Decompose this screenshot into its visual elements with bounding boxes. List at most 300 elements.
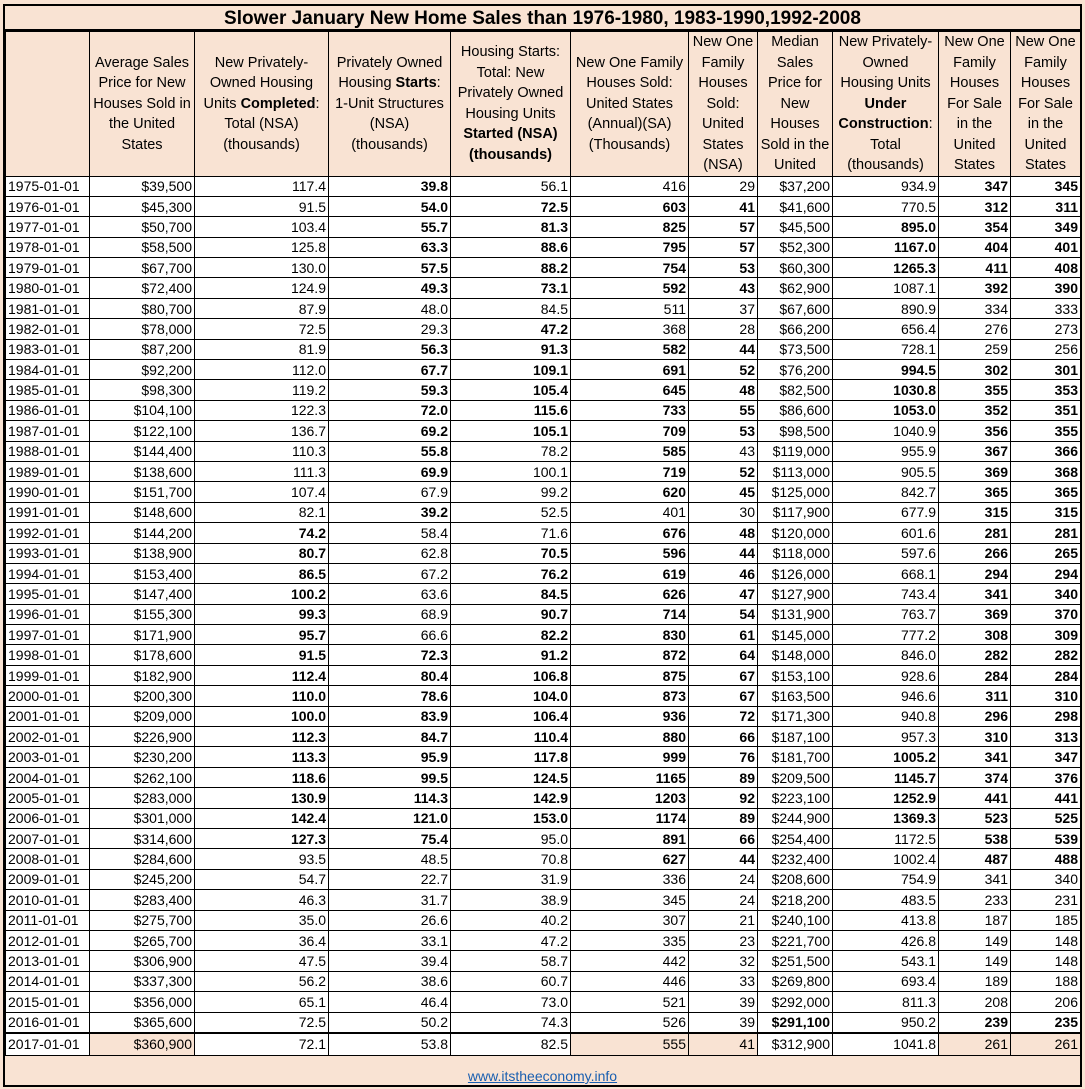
data-cell[interactable]: 48.5 <box>329 849 451 869</box>
data-cell[interactable]: 22.7 <box>329 869 451 889</box>
data-cell[interactable]: 284 <box>939 665 1011 685</box>
data-cell[interactable]: 88.6 <box>451 237 571 257</box>
data-cell[interactable]: 130.0 <box>195 258 329 278</box>
data-cell[interactable]: 487 <box>939 849 1011 869</box>
data-cell[interactable]: 110.0 <box>195 686 329 706</box>
data-cell[interactable]: $118,000 <box>758 543 833 563</box>
data-cell[interactable]: $230,200 <box>90 747 195 767</box>
data-cell[interactable]: 117.4 <box>195 176 329 196</box>
data-cell[interactable]: 113.3 <box>195 747 329 767</box>
data-cell[interactable]: 188 <box>1011 971 1081 991</box>
data-cell[interactable]: 994.5 <box>833 360 939 380</box>
data-cell[interactable]: 39 <box>689 1012 758 1033</box>
data-cell[interactable]: 66 <box>689 727 758 747</box>
data-cell[interactable]: 72.0 <box>329 400 451 420</box>
data-cell[interactable]: 390 <box>1011 278 1081 298</box>
row-date-cell[interactable]: 1978-01-01 <box>6 237 90 257</box>
data-cell[interactable]: $50,700 <box>90 217 195 237</box>
data-cell[interactable]: 392 <box>939 278 1011 298</box>
data-cell[interactable]: 74.3 <box>451 1012 571 1033</box>
data-cell[interactable]: 488 <box>1011 849 1081 869</box>
data-cell[interactable]: 124.9 <box>195 278 329 298</box>
data-cell[interactable]: 365 <box>1011 482 1081 502</box>
data-cell[interactable]: 356 <box>939 421 1011 441</box>
data-cell[interactable]: 957.3 <box>833 727 939 747</box>
data-cell[interactable]: 341 <box>939 747 1011 767</box>
data-cell[interactable]: 656.4 <box>833 319 939 339</box>
data-cell[interactable]: 1030.8 <box>833 380 939 400</box>
data-cell[interactable]: 73.1 <box>451 278 571 298</box>
data-cell[interactable]: $125,000 <box>758 482 833 502</box>
data-cell[interactable]: 99.2 <box>451 482 571 502</box>
data-cell[interactable]: $147,400 <box>90 584 195 604</box>
data-cell[interactable]: 830 <box>571 625 689 645</box>
data-cell[interactable]: 294 <box>1011 563 1081 583</box>
data-cell[interactable]: 311 <box>1011 196 1081 216</box>
data-cell[interactable]: 846.0 <box>833 645 939 665</box>
data-cell[interactable]: $98,300 <box>90 380 195 400</box>
data-cell[interactable]: 72 <box>689 706 758 726</box>
row-date-cell[interactable]: 2008-01-01 <box>6 849 90 869</box>
data-cell[interactable]: 67.7 <box>329 360 451 380</box>
data-cell[interactable]: 70.8 <box>451 849 571 869</box>
data-cell[interactable]: 56.3 <box>329 339 451 359</box>
row-date-cell[interactable]: 1980-01-01 <box>6 278 90 298</box>
data-cell[interactable]: 526 <box>571 1012 689 1033</box>
row-date-cell[interactable]: 1984-01-01 <box>6 360 90 380</box>
row-date-cell[interactable]: 1992-01-01 <box>6 523 90 543</box>
data-cell[interactable]: 112.0 <box>195 360 329 380</box>
data-cell[interactable]: 596 <box>571 543 689 563</box>
data-cell[interactable]: 80.4 <box>329 665 451 685</box>
data-cell[interactable]: 733 <box>571 400 689 420</box>
data-cell[interactable]: 109.1 <box>451 360 571 380</box>
data-cell[interactable]: 728.1 <box>833 339 939 359</box>
data-cell[interactable]: 44 <box>689 849 758 869</box>
data-cell[interactable]: $163,500 <box>758 686 833 706</box>
row-date-cell[interactable]: 1995-01-01 <box>6 584 90 604</box>
data-cell[interactable]: $240,100 <box>758 910 833 930</box>
data-cell[interactable]: 426.8 <box>833 930 939 950</box>
data-cell[interactable]: 88.2 <box>451 258 571 278</box>
data-cell[interactable]: 118.6 <box>195 767 329 787</box>
data-cell[interactable]: $269,800 <box>758 971 833 991</box>
data-cell[interactable]: 100.0 <box>195 706 329 726</box>
data-cell[interactable]: $251,500 <box>758 951 833 971</box>
data-cell[interactable]: 74.2 <box>195 523 329 543</box>
data-cell[interactable]: 136.7 <box>195 421 329 441</box>
data-cell[interactable]: 374 <box>939 767 1011 787</box>
data-cell[interactable]: 106.4 <box>451 706 571 726</box>
data-cell[interactable]: 754.9 <box>833 869 939 889</box>
row-date-cell[interactable]: 1986-01-01 <box>6 400 90 420</box>
data-cell[interactable]: 592 <box>571 278 689 298</box>
row-date-cell[interactable]: 1982-01-01 <box>6 319 90 339</box>
data-cell[interactable]: $312,900 <box>758 1033 833 1056</box>
data-cell[interactable]: 543.1 <box>833 951 939 971</box>
row-date-cell[interactable]: 1981-01-01 <box>6 298 90 318</box>
data-cell[interactable]: 352 <box>939 400 1011 420</box>
data-cell[interactable]: 754 <box>571 258 689 278</box>
data-cell[interactable]: 46 <box>689 563 758 583</box>
data-cell[interactable]: $86,600 <box>758 400 833 420</box>
data-cell[interactable]: $200,300 <box>90 686 195 706</box>
row-date-cell[interactable]: 2009-01-01 <box>6 869 90 889</box>
data-cell[interactable]: 691 <box>571 360 689 380</box>
data-cell[interactable]: 345 <box>571 890 689 910</box>
data-cell[interactable]: 895.0 <box>833 217 939 237</box>
data-cell[interactable]: 72.5 <box>451 196 571 216</box>
data-cell[interactable]: $144,400 <box>90 441 195 461</box>
data-cell[interactable]: 52.5 <box>451 502 571 522</box>
data-cell[interactable]: 65.1 <box>195 992 329 1012</box>
data-cell[interactable]: 313 <box>1011 727 1081 747</box>
data-cell[interactable]: 52 <box>689 360 758 380</box>
data-cell[interactable]: 408 <box>1011 258 1081 278</box>
data-cell[interactable]: 301 <box>1011 360 1081 380</box>
data-cell[interactable]: 54.0 <box>329 196 451 216</box>
row-date-cell[interactable]: 2007-01-01 <box>6 829 90 849</box>
data-cell[interactable]: $41,600 <box>758 196 833 216</box>
data-cell[interactable]: 719 <box>571 461 689 481</box>
data-cell[interactable]: 67.9 <box>329 482 451 502</box>
row-date-cell[interactable]: 2005-01-01 <box>6 788 90 808</box>
data-cell[interactable]: 370 <box>1011 604 1081 624</box>
data-cell[interactable]: 99.5 <box>329 767 451 787</box>
data-cell[interactable]: 442 <box>571 951 689 971</box>
data-cell[interactable]: 148 <box>1011 951 1081 971</box>
row-date-cell[interactable]: 1991-01-01 <box>6 502 90 522</box>
data-cell[interactable]: 90.7 <box>451 604 571 624</box>
data-cell[interactable]: 1002.4 <box>833 849 939 869</box>
data-cell[interactable]: 296 <box>939 706 1011 726</box>
data-cell[interactable]: 105.1 <box>451 421 571 441</box>
row-date-cell[interactable]: 2017-01-01 <box>6 1033 90 1056</box>
data-cell[interactable]: 56.1 <box>451 176 571 196</box>
row-date-cell[interactable]: 1985-01-01 <box>6 380 90 400</box>
data-cell[interactable]: $144,200 <box>90 523 195 543</box>
data-cell[interactable]: 33 <box>689 971 758 991</box>
row-date-cell[interactable]: 2001-01-01 <box>6 706 90 726</box>
data-cell[interactable]: 404 <box>939 237 1011 257</box>
row-date-cell[interactable]: 1979-01-01 <box>6 258 90 278</box>
data-cell[interactable]: 368 <box>571 319 689 339</box>
data-cell[interactable]: 84.5 <box>451 298 571 318</box>
data-cell[interactable]: 601.6 <box>833 523 939 543</box>
data-cell[interactable]: $73,500 <box>758 339 833 359</box>
data-cell[interactable]: $221,700 <box>758 930 833 950</box>
row-date-cell[interactable]: 2006-01-01 <box>6 808 90 828</box>
data-cell[interactable]: 585 <box>571 441 689 461</box>
data-cell[interactable]: 153.0 <box>451 808 571 828</box>
data-cell[interactable]: 54.7 <box>195 869 329 889</box>
data-cell[interactable]: 46.3 <box>195 890 329 910</box>
data-cell[interactable]: 55.8 <box>329 441 451 461</box>
data-cell[interactable]: 91.5 <box>195 645 329 665</box>
data-cell[interactable]: 100.1 <box>451 461 571 481</box>
data-cell[interactable]: 49.3 <box>329 278 451 298</box>
data-cell[interactable]: $126,000 <box>758 563 833 583</box>
data-cell[interactable]: 91.2 <box>451 645 571 665</box>
data-cell[interactable]: $58,500 <box>90 237 195 257</box>
data-cell[interactable]: 46.4 <box>329 992 451 1012</box>
data-cell[interactable]: 80.7 <box>195 543 329 563</box>
data-cell[interactable]: $301,000 <box>90 808 195 828</box>
data-cell[interactable]: 294 <box>939 563 1011 583</box>
data-cell[interactable]: 999 <box>571 747 689 767</box>
data-cell[interactable]: 81.9 <box>195 339 329 359</box>
data-cell[interactable]: 32 <box>689 951 758 971</box>
data-cell[interactable]: $292,000 <box>758 992 833 1012</box>
row-date-cell[interactable]: 1988-01-01 <box>6 441 90 461</box>
data-cell[interactable]: 693.4 <box>833 971 939 991</box>
data-cell[interactable]: $178,600 <box>90 645 195 665</box>
data-cell[interactable]: 24 <box>689 890 758 910</box>
data-cell[interactable]: 112.4 <box>195 665 329 685</box>
data-cell[interactable]: 56.2 <box>195 971 329 991</box>
row-date-cell[interactable]: 2013-01-01 <box>6 951 90 971</box>
data-cell[interactable]: $226,900 <box>90 727 195 747</box>
data-cell[interactable]: 35.0 <box>195 910 329 930</box>
data-cell[interactable]: 265 <box>1011 543 1081 563</box>
data-cell[interactable]: 619 <box>571 563 689 583</box>
data-cell[interactable]: 1145.7 <box>833 767 939 787</box>
row-date-cell[interactable]: 1994-01-01 <box>6 563 90 583</box>
data-cell[interactable]: 86.5 <box>195 563 329 583</box>
data-cell[interactable]: 873 <box>571 686 689 706</box>
data-cell[interactable]: 340 <box>1011 584 1081 604</box>
data-cell[interactable]: 905.5 <box>833 461 939 481</box>
data-cell[interactable]: 24 <box>689 869 758 889</box>
data-cell[interactable]: $262,100 <box>90 767 195 787</box>
data-cell[interactable]: 41 <box>689 1033 758 1056</box>
data-cell[interactable]: 1369.3 <box>833 808 939 828</box>
data-cell[interactable]: 68.9 <box>329 604 451 624</box>
data-cell[interactable]: 92 <box>689 788 758 808</box>
row-date-cell[interactable]: 1998-01-01 <box>6 645 90 665</box>
data-cell[interactable]: 72.5 <box>195 319 329 339</box>
data-cell[interactable]: 1040.9 <box>833 421 939 441</box>
data-cell[interactable]: 627 <box>571 849 689 869</box>
data-cell[interactable]: $37,200 <box>758 176 833 196</box>
row-date-cell[interactable]: 1983-01-01 <box>6 339 90 359</box>
row-date-cell[interactable]: 2002-01-01 <box>6 727 90 747</box>
data-cell[interactable]: $284,600 <box>90 849 195 869</box>
data-cell[interactable]: 62.8 <box>329 543 451 563</box>
data-cell[interactable]: 483.5 <box>833 890 939 910</box>
data-cell[interactable]: 70.5 <box>451 543 571 563</box>
data-cell[interactable]: $45,500 <box>758 217 833 237</box>
data-cell[interactable]: 107.4 <box>195 482 329 502</box>
data-cell[interactable]: 281 <box>939 523 1011 543</box>
row-date-cell[interactable]: 2004-01-01 <box>6 767 90 787</box>
data-cell[interactable]: 53.8 <box>329 1033 451 1056</box>
data-cell[interactable]: 78.2 <box>451 441 571 461</box>
data-cell[interactable]: 345 <box>1011 176 1081 196</box>
data-cell[interactable]: 298 <box>1011 706 1081 726</box>
data-cell[interactable]: 57 <box>689 237 758 257</box>
data-cell[interactable]: $60,300 <box>758 258 833 278</box>
data-cell[interactable]: $78,000 <box>90 319 195 339</box>
data-cell[interactable]: 73.0 <box>451 992 571 1012</box>
data-cell[interactable]: 281 <box>1011 523 1081 543</box>
data-cell[interactable]: 41 <box>689 196 758 216</box>
data-cell[interactable]: 39.4 <box>329 951 451 971</box>
row-date-cell[interactable]: 2011-01-01 <box>6 910 90 930</box>
data-cell[interactable]: 93.5 <box>195 849 329 869</box>
data-cell[interactable]: 369 <box>939 604 1011 624</box>
data-cell[interactable]: 645 <box>571 380 689 400</box>
data-cell[interactable]: $360,900 <box>90 1033 195 1056</box>
data-cell[interactable]: 714 <box>571 604 689 624</box>
data-cell[interactable]: 282 <box>1011 645 1081 665</box>
data-cell[interactable]: 43 <box>689 278 758 298</box>
data-cell[interactable]: 709 <box>571 421 689 441</box>
data-cell[interactable]: 811.3 <box>833 992 939 1012</box>
data-cell[interactable]: 95.0 <box>451 829 571 849</box>
data-cell[interactable]: 53 <box>689 258 758 278</box>
data-cell[interactable]: $314,600 <box>90 829 195 849</box>
data-cell[interactable]: 239 <box>939 1012 1011 1033</box>
data-cell[interactable]: 777.2 <box>833 625 939 645</box>
data-cell[interactable]: 365 <box>939 482 1011 502</box>
data-cell[interactable]: $182,900 <box>90 665 195 685</box>
data-cell[interactable]: 38.9 <box>451 890 571 910</box>
data-cell[interactable]: 91.5 <box>195 196 329 216</box>
data-cell[interactable]: 235 <box>1011 1012 1081 1033</box>
data-cell[interactable]: 31.7 <box>329 890 451 910</box>
data-cell[interactable]: 82.5 <box>451 1033 571 1056</box>
data-cell[interactable]: 366 <box>1011 441 1081 461</box>
row-date-cell[interactable]: 2014-01-01 <box>6 971 90 991</box>
data-cell[interactable]: 58.7 <box>451 951 571 971</box>
data-cell[interactable]: $356,000 <box>90 992 195 1012</box>
data-cell[interactable]: 273 <box>1011 319 1081 339</box>
data-cell[interactable]: 1041.8 <box>833 1033 939 1056</box>
data-cell[interactable]: 946.6 <box>833 686 939 706</box>
data-cell[interactable]: 334 <box>939 298 1011 318</box>
data-cell[interactable]: 21 <box>689 910 758 930</box>
data-cell[interactable]: 555 <box>571 1033 689 1056</box>
data-cell[interactable]: $67,700 <box>90 258 195 278</box>
data-cell[interactable]: 84.5 <box>451 584 571 604</box>
data-cell[interactable]: 276 <box>939 319 1011 339</box>
data-cell[interactable]: 875 <box>571 665 689 685</box>
data-cell[interactable]: $145,000 <box>758 625 833 645</box>
data-cell[interactable]: 355 <box>939 380 1011 400</box>
data-cell[interactable]: 347 <box>939 176 1011 196</box>
data-cell[interactable]: 369 <box>939 461 1011 481</box>
data-cell[interactable]: 82.2 <box>451 625 571 645</box>
data-cell[interactable]: 58.4 <box>329 523 451 543</box>
data-cell[interactable]: 112.3 <box>195 727 329 747</box>
data-cell[interactable]: 50.2 <box>329 1012 451 1033</box>
data-cell[interactable]: 76.2 <box>451 563 571 583</box>
data-cell[interactable]: $337,300 <box>90 971 195 991</box>
data-cell[interactable]: $187,100 <box>758 727 833 747</box>
data-cell[interactable]: 401 <box>571 502 689 522</box>
data-cell[interactable]: 259 <box>939 339 1011 359</box>
data-cell[interactable]: 83.9 <box>329 706 451 726</box>
data-cell[interactable]: $151,700 <box>90 482 195 502</box>
data-cell[interactable]: 890.9 <box>833 298 939 318</box>
data-cell[interactable]: 940.8 <box>833 706 939 726</box>
data-cell[interactable]: 110.4 <box>451 727 571 747</box>
data-cell[interactable]: 106.8 <box>451 665 571 685</box>
data-cell[interactable]: $244,900 <box>758 808 833 828</box>
data-cell[interactable]: 63.3 <box>329 237 451 257</box>
data-cell[interactable]: $148,000 <box>758 645 833 665</box>
data-cell[interactable]: 743.4 <box>833 584 939 604</box>
row-date-cell[interactable]: 2000-01-01 <box>6 686 90 706</box>
data-cell[interactable]: $232,400 <box>758 849 833 869</box>
data-cell[interactable]: 121.0 <box>329 808 451 828</box>
data-cell[interactable]: 38.6 <box>329 971 451 991</box>
data-cell[interactable]: 67 <box>689 665 758 685</box>
data-cell[interactable]: $223,100 <box>758 788 833 808</box>
data-cell[interactable]: 1165 <box>571 767 689 787</box>
data-cell[interactable]: 78.6 <box>329 686 451 706</box>
data-cell[interactable]: 231 <box>1011 890 1081 910</box>
data-cell[interactable]: 825 <box>571 217 689 237</box>
data-cell[interactable]: 69.9 <box>329 461 451 481</box>
data-cell[interactable]: $153,100 <box>758 665 833 685</box>
data-cell[interactable]: 60.7 <box>451 971 571 991</box>
data-cell[interactable]: 48 <box>689 523 758 543</box>
data-cell[interactable]: 87.9 <box>195 298 329 318</box>
data-cell[interactable]: 39.8 <box>329 176 451 196</box>
data-cell[interactable]: 26.6 <box>329 910 451 930</box>
data-cell[interactable]: $209,500 <box>758 767 833 787</box>
data-cell[interactable]: 1167.0 <box>833 237 939 257</box>
row-date-cell[interactable]: 2010-01-01 <box>6 890 90 910</box>
data-cell[interactable]: 347 <box>1011 747 1081 767</box>
data-cell[interactable]: 309 <box>1011 625 1081 645</box>
data-cell[interactable]: 44 <box>689 339 758 359</box>
data-cell[interactable]: $218,200 <box>758 890 833 910</box>
data-cell[interactable]: 55 <box>689 400 758 420</box>
data-cell[interactable]: 72.3 <box>329 645 451 665</box>
data-cell[interactable]: 29 <box>689 176 758 196</box>
data-cell[interactable]: 950.2 <box>833 1012 939 1033</box>
data-cell[interactable]: 1265.3 <box>833 258 939 278</box>
data-cell[interactable]: 103.4 <box>195 217 329 237</box>
data-cell[interactable]: 69.2 <box>329 421 451 441</box>
data-cell[interactable]: 668.1 <box>833 563 939 583</box>
row-date-cell[interactable]: 1977-01-01 <box>6 217 90 237</box>
data-cell[interactable]: 54 <box>689 604 758 624</box>
data-cell[interactable]: 208 <box>939 992 1011 1012</box>
data-cell[interactable]: 261 <box>939 1033 1011 1056</box>
data-cell[interactable]: 376 <box>1011 767 1081 787</box>
data-cell[interactable]: 47 <box>689 584 758 604</box>
data-cell[interactable]: 955.9 <box>833 441 939 461</box>
data-cell[interactable]: 75.4 <box>329 829 451 849</box>
row-date-cell[interactable]: 1990-01-01 <box>6 482 90 502</box>
data-cell[interactable]: 311 <box>939 686 1011 706</box>
data-cell[interactable]: $98,500 <box>758 421 833 441</box>
data-cell[interactable]: 1203 <box>571 788 689 808</box>
data-cell[interactable]: 99.3 <box>195 604 329 624</box>
data-cell[interactable]: 880 <box>571 727 689 747</box>
data-cell[interactable]: 282 <box>939 645 1011 665</box>
data-cell[interactable]: 770.5 <box>833 196 939 216</box>
data-cell[interactable]: $122,100 <box>90 421 195 441</box>
data-cell[interactable]: 63.6 <box>329 584 451 604</box>
data-cell[interactable]: 441 <box>1011 788 1081 808</box>
row-date-cell[interactable]: 1975-01-01 <box>6 176 90 196</box>
data-cell[interactable]: $127,900 <box>758 584 833 604</box>
